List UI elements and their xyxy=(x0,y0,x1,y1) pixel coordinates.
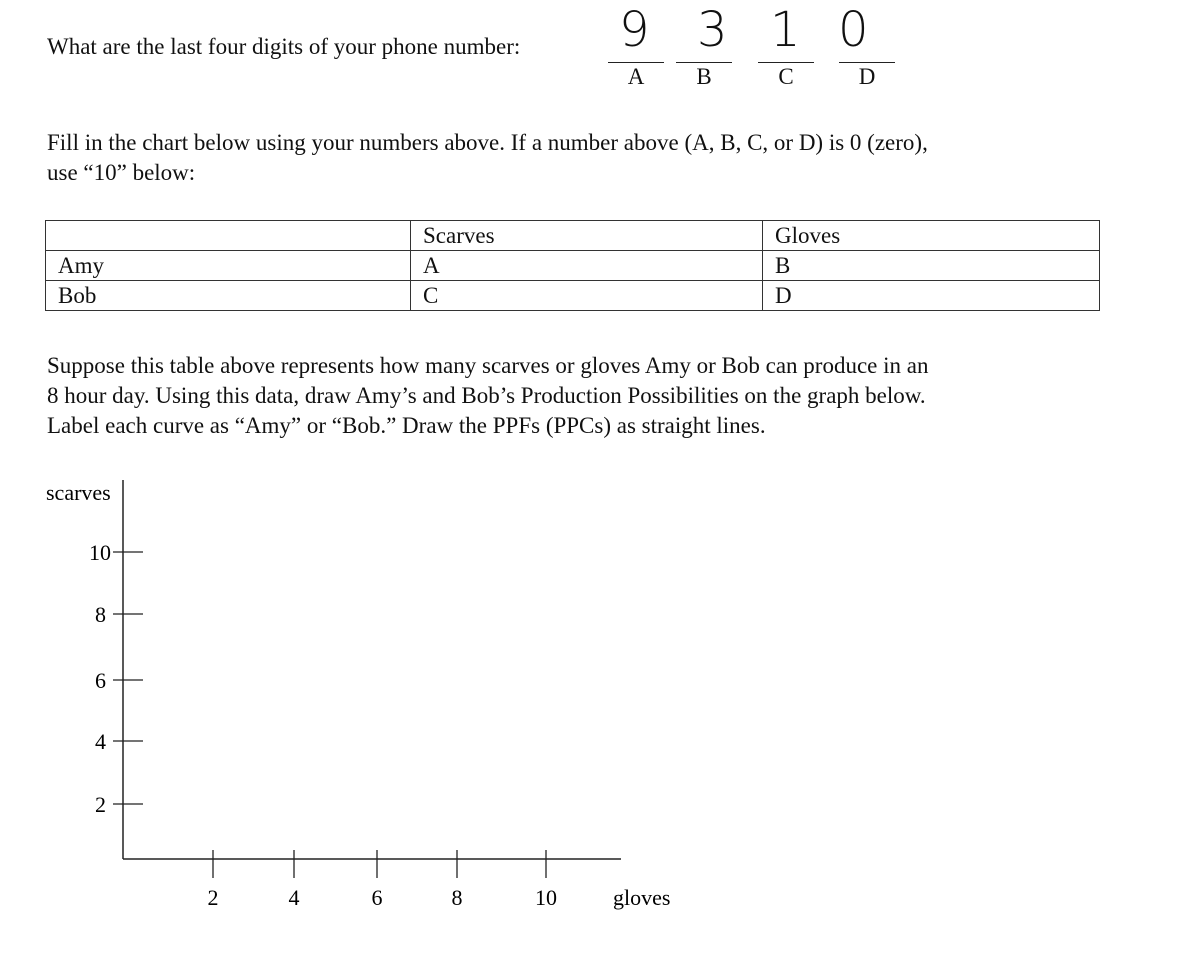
scenario-line-3: Label each curve as “Amy” or “Bob.” Draw the PPFs (PPCs) as straight lines. xyxy=(47,413,766,438)
x-tick-label: 2 xyxy=(207,885,219,910)
instruction-line-1: Fill in the chart below using your numbers above. If a number above (A, B, C, or D) is 0 (zero), xyxy=(47,130,928,155)
production-table xyxy=(45,220,1100,311)
blank-line xyxy=(758,62,814,63)
blank-line xyxy=(839,62,895,63)
table-header-cell: Gloves xyxy=(763,221,1100,251)
ppf-graph[interactable] xyxy=(0,470,720,930)
x-tick-label: 10 xyxy=(535,885,557,910)
x-tick-label: 6 xyxy=(371,885,383,910)
table-row xyxy=(46,251,1100,281)
table-cell: D xyxy=(763,281,1100,311)
scenario-paragraph xyxy=(47,351,1157,441)
blank-letter: C xyxy=(778,64,794,89)
x-tick-label: 8 xyxy=(451,885,463,910)
digit-blank-b[interactable] xyxy=(675,62,733,90)
blank-letter: D xyxy=(858,64,876,89)
instruction-paragraph xyxy=(47,128,1147,188)
handwritten-digit-c: 1 xyxy=(770,2,801,58)
digit-blank-a[interactable] xyxy=(607,62,665,90)
scenario-line-1: Suppose this table above represents how many scarves or gloves Amy or Bob can produce in an xyxy=(47,353,929,378)
handwritten-digit-b: 3 xyxy=(697,2,728,58)
instruction-line-2: use “10” below: xyxy=(47,160,196,185)
y-tick-label: 4 xyxy=(95,729,106,754)
table-cell: B xyxy=(763,251,1100,281)
handwritten-digit-d: 0 xyxy=(838,2,869,58)
blank-letter: B xyxy=(696,64,712,89)
table-row xyxy=(46,281,1100,311)
blank-letter: A xyxy=(627,64,645,89)
digit-blank-d[interactable] xyxy=(838,62,896,90)
y-tick-label: 10 xyxy=(89,540,111,565)
x-axis-label: gloves xyxy=(613,885,671,910)
table-header-cell xyxy=(46,221,411,251)
y-tick-label: 6 xyxy=(95,668,106,693)
phone-digits-prompt: What are the last four digits of your phone number: xyxy=(47,34,521,59)
table-cell: A xyxy=(411,251,763,281)
table-cell: Amy xyxy=(46,251,411,281)
table-cell: C xyxy=(411,281,763,311)
x-tick-label: 4 xyxy=(288,885,300,910)
digit-blank-c[interactable] xyxy=(757,62,815,90)
handwritten-digit-a: 9 xyxy=(619,2,650,58)
blank-line xyxy=(676,62,732,63)
table-header-row xyxy=(46,221,1100,251)
y-tick-label: 2 xyxy=(95,792,106,817)
y-tick-label: 8 xyxy=(95,602,106,627)
table-cell: Bob xyxy=(46,281,411,311)
blank-line xyxy=(608,62,664,63)
table-header-cell: Scarves xyxy=(411,221,763,251)
scenario-line-2: 8 hour day. Using this data, draw Amy’s and Bob’s Production Possibilities on the graph below. xyxy=(47,383,926,408)
y-axis-label: scarves xyxy=(46,480,111,505)
